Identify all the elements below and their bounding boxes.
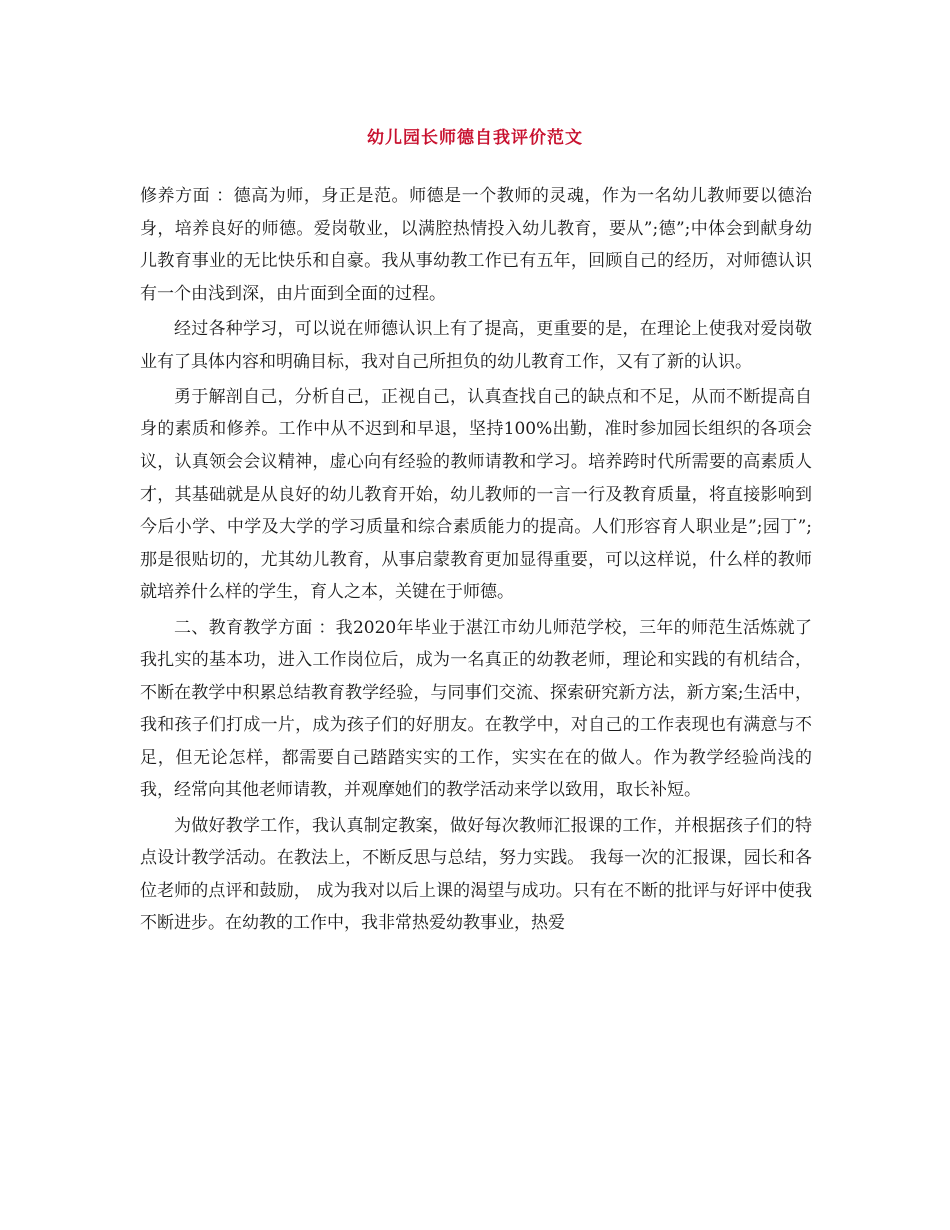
paragraph-study: 经过各种学习，可以说在师德认识上有了提高，更重要的是，在理论上使我对爱岗敬业有了具体内容和明确目标，我对自己所担负的幼儿教育工作，又有了新的认识。 bbox=[140, 318, 812, 372]
document-title: 幼儿园长师德自我评价范文 bbox=[367, 128, 583, 148]
document-body bbox=[140, 180, 812, 943]
paragraph-cultivation: 修养方面 ：德高为师，身正是范。师德是一个教师的灵魂，作为一名幼儿教师要以德治身，培养良好的师德。爱岗敬业，以满腔热情投入幼儿教育，要从”;德”;中体会到献身幼儿教育事业的无比快乐和自豪。我从事幼教工作已有五年，回顾自己的经历，对师德认识有一个由浅到深，由片面到全面的过程。 bbox=[140, 186, 812, 304]
paragraph-lesson-prep: 为做好教学工作，我认真制定教案，做好每次教师汇报课的工作，并根据孩子们的特点设计教学活动。在教法上，不断反思与总结，努力实践。 我每一次的汇报课，园长和各位老师的点评和鼓励， 成为我对以后上课的渴望与成功。只有在不断的批评与好评中使我不断进步。在幼教的工作中，我非常热爱幼教事业，热爱 bbox=[140, 815, 812, 934]
paragraph-self-analysis: 勇于解剖自己，分析自己，正视自己，认真查找自己的缺点和不足，从而不断提高自身的素质和修养。工作中从不迟到和早退，坚持100%出勤，准时参加园长组织的各项会议，认真领会会议精神，虚心向有经验的教师请教和学习。培养跨时代所需要的高素质人才，其基础就是从良好的幼儿教育开始，幼儿教师的一言一行及教育质量，将直接影响到今后小学、中学及大学的学习质量和综合素质能力的提高。人们形容育人职业是”;园丁”;那是很贴切的，尤其幼儿教育，从事启蒙教育更加显得重要，可以这样说，什么样的教师就培养什么样的学生，育人之本，关键在于师德。 bbox=[140, 386, 812, 603]
paragraph-teaching: 二、教育教学方面 ：我2020年毕业于湛江市幼儿师范学校，三年的师范生活炼就了我扎实的基本功，进入工作岗位后，成为一名真正的幼教老师，理论和实践的有机结合，不断在教学中积累总结教育教学经验，与同事们交流、探索研究新方法，新方案;生活中，我和孩子们打成一片，成为孩子们的好朋友。在教学中，对自己的工作表现也有满意与不足，但无论怎样，都需要自己踏踏实实的工作，实实在在的做人。作为教学经验尚浅的我，经常向其他老师请教，并观摩她们的教学活动来学以致用，取长补短。 bbox=[140, 617, 812, 801]
